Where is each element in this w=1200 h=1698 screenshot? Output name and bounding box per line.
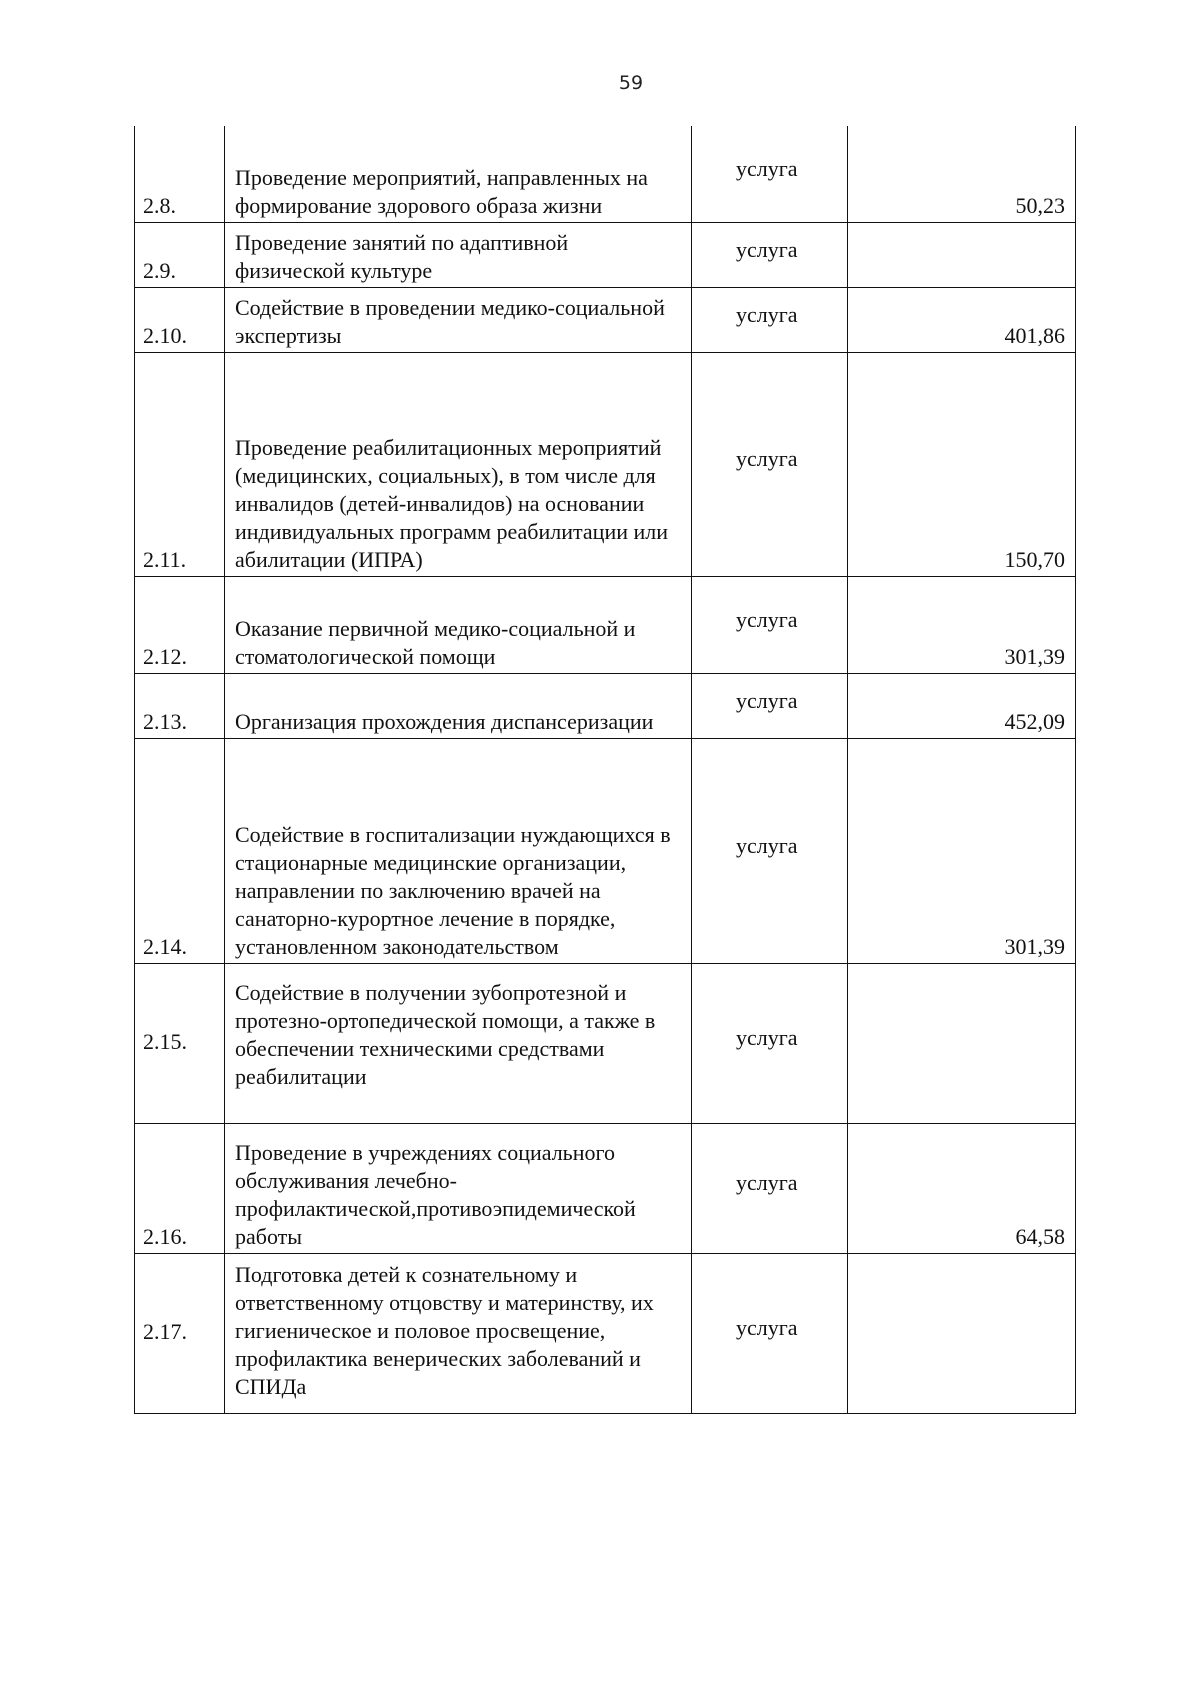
service-price: 401,86 bbox=[848, 287, 1076, 352]
row-number: 2.15. bbox=[135, 963, 225, 1123]
table-row bbox=[135, 738, 1076, 963]
table-row bbox=[135, 1253, 1076, 1413]
service-price: 452,09 bbox=[848, 673, 1076, 738]
row-number: 2.17. bbox=[135, 1253, 225, 1413]
service-price: 301,39 bbox=[848, 738, 1076, 963]
service-unit: услуга bbox=[692, 576, 848, 673]
service-name: Содействие в получении зубопротезной и протезно-ортопедической помощи, а также в обеспечении техническими средствами реабилитации bbox=[225, 963, 692, 1123]
service-unit: услуга bbox=[692, 738, 848, 963]
service-unit: услуга bbox=[692, 222, 848, 287]
service-name: Подготовка детей к сознательному и ответственному отцовству и материнству, их гигиеническое и половое просвещение, профилактика венерических заболеваний и СПИДа bbox=[225, 1253, 692, 1413]
service-unit: услуга bbox=[692, 963, 848, 1123]
service-name: Проведение занятий по адаптивной физической культуре bbox=[225, 222, 692, 287]
table-row bbox=[135, 352, 1076, 576]
service-price bbox=[848, 963, 1076, 1123]
services-table bbox=[134, 126, 1076, 1414]
service-name: Проведение мероприятий, направленных на формирование здорового образа жизни bbox=[225, 126, 692, 222]
row-number: 2.16. bbox=[135, 1123, 225, 1253]
service-unit: услуга bbox=[692, 673, 848, 738]
service-name: Оказание первичной медико-социальной и стоматологической помощи bbox=[225, 576, 692, 673]
service-unit: услуга bbox=[692, 352, 848, 576]
service-unit: услуга bbox=[692, 1253, 848, 1413]
row-number: 2.12. bbox=[135, 576, 225, 673]
table-row bbox=[135, 963, 1076, 1123]
row-number: 2.9. bbox=[135, 222, 225, 287]
service-price bbox=[848, 222, 1076, 287]
service-price bbox=[848, 1253, 1076, 1413]
row-number: 2.13. bbox=[135, 673, 225, 738]
service-price: 50,23 bbox=[848, 126, 1076, 222]
service-unit: услуга bbox=[692, 287, 848, 352]
service-name: Проведение в учреждениях социального обслуживания лечебно-профилактической,противоэпидемической работы bbox=[225, 1123, 692, 1253]
table-row bbox=[135, 673, 1076, 738]
row-number: 2.10. bbox=[135, 287, 225, 352]
service-name: Содействие в госпитализации нуждающихся в стационарные медицинские организации, направлении по заключению врачей на санаторно-курортное лечение в порядке, установленном законодательством bbox=[225, 738, 692, 963]
row-number: 2.8. bbox=[135, 126, 225, 222]
row-number: 2.14. bbox=[135, 738, 225, 963]
service-name: Организация прохождения диспансеризации bbox=[225, 673, 692, 738]
service-price: 64,58 bbox=[848, 1123, 1076, 1253]
service-name: Проведение реабилитационных мероприятий (медицинских, социальных), в том числе для инвалидов (детей-инвалидов) на основании индивидуальных программ реабилитации или абилитации (ИПРА) bbox=[225, 352, 692, 576]
table-row bbox=[135, 287, 1076, 352]
service-name: Содействие в проведении медико-социальной экспертизы bbox=[225, 287, 692, 352]
page-number: 59 bbox=[618, 72, 644, 94]
table-row bbox=[135, 1123, 1076, 1253]
service-price: 301,39 bbox=[848, 576, 1076, 673]
table-row bbox=[135, 576, 1076, 673]
table-row bbox=[135, 126, 1076, 222]
row-number: 2.11. bbox=[135, 352, 225, 576]
service-unit: услуга bbox=[692, 126, 848, 222]
service-price: 150,70 bbox=[848, 352, 1076, 576]
table-row bbox=[135, 222, 1076, 287]
service-unit: услуга bbox=[692, 1123, 848, 1253]
